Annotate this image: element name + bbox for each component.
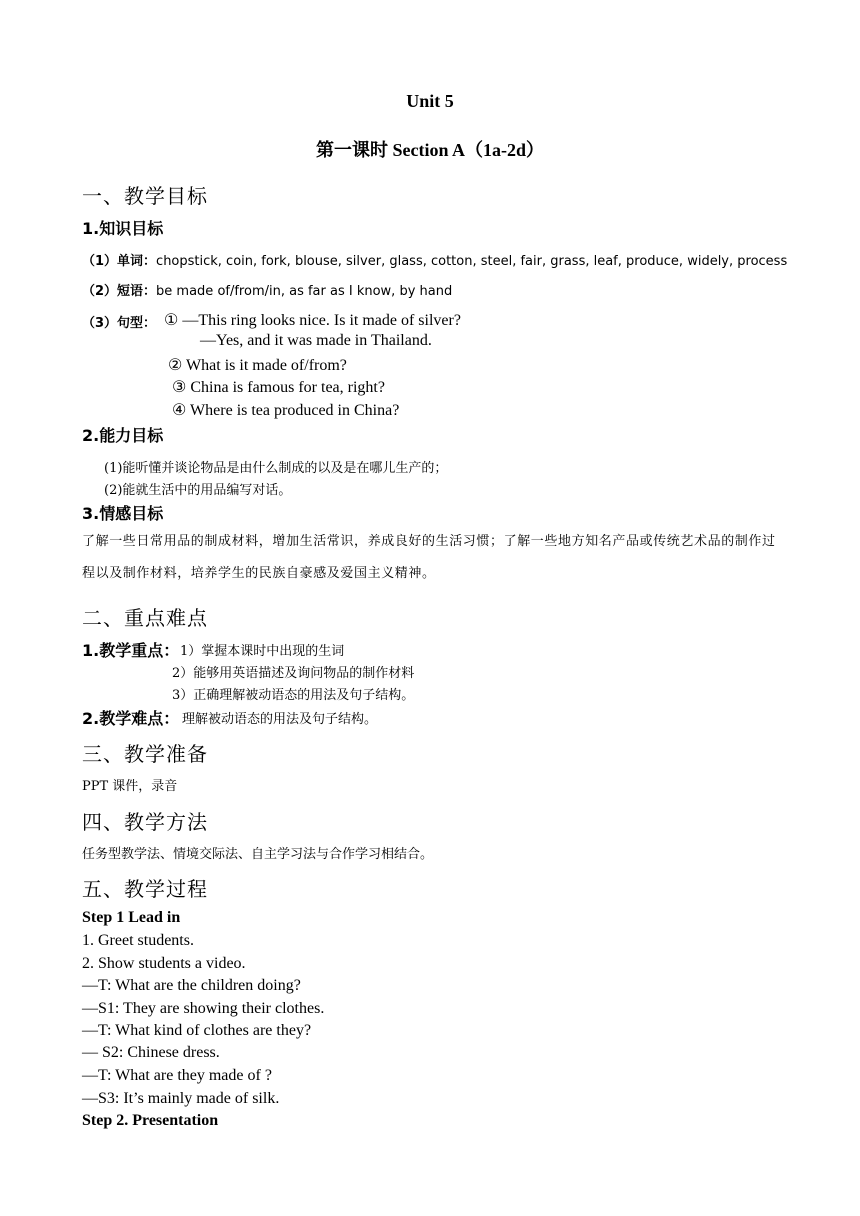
sentence-4: ④ Where is tea produced in China?: [172, 402, 400, 419]
step1-line-3: —T: What are the children doing?: [82, 977, 301, 994]
section-heading-preparation: 三、教学准备: [82, 742, 208, 766]
preparation-text: PPT 课件，录音: [82, 779, 178, 794]
lesson-title: 第一课时 Section A（1a-2d）: [315, 140, 544, 160]
emotion-heading: 3.情感目标: [82, 504, 164, 523]
step1-line-6: — S2: Chinese dress.: [82, 1044, 220, 1061]
words-line: [82, 250, 787, 269]
sentences-label: （3）句型：: [82, 316, 157, 331]
focus-label: 1.教学重点：: [82, 641, 180, 660]
step1-line-1: 1. Greet students.: [82, 932, 194, 949]
sentence-3: ③ China is famous for tea, right?: [172, 379, 385, 396]
difficulty-text: 理解被动语态的用法及句子结构。: [182, 712, 378, 727]
focus-item-3: 3）正确理解被动语态的用法及句子结构。: [172, 688, 415, 703]
section-heading-key-points: 二、重点难点: [82, 606, 208, 630]
knowledge-heading: 1.知识目标: [82, 219, 164, 238]
methods-text: 任务型教学法、情境交际法、自主学习法与合作学习相结合。: [82, 847, 434, 862]
step1-title: Step 1 Lead in: [82, 909, 181, 926]
step1-line-5: —T: What kind of clothes are they?: [82, 1022, 312, 1039]
phrases-label: （2）短语：: [82, 284, 157, 299]
step1-line-7: —T: What are they made of ?: [82, 1067, 272, 1084]
ability-heading: 2.能力目标: [82, 426, 164, 445]
difficulty-label: 2.教学难点：: [82, 709, 180, 728]
section-heading-objectives: 一、教学目标: [82, 184, 208, 208]
words-list: chopstick, coin, fork, blouse, silver, glass, cotton, steel, fair, grass, leaf, produce, widely, process: [156, 254, 788, 269]
sentence-2: ② What is it made of/from?: [168, 357, 347, 374]
section-heading-methods: 四、教学方法: [82, 810, 208, 834]
sentence-1-reply: —Yes, and it was made in Thailand.: [200, 332, 432, 349]
emotion-text: 了解一些日常用品的制成材料，增加生活常识，养成良好的生活习惯；了解一些地方知名产品或传统艺术品的制作过程以及制作材料，培养学生的民族自豪感及爱国主义精神。: [82, 534, 776, 581]
words-label: （1）单词：: [82, 254, 157, 269]
focus-item-2: 2）能够用英语描述及询问物品的制作材料: [172, 666, 415, 681]
step1-line-2: 2. Show students a video.: [82, 955, 246, 972]
focus-item-1: 1）掌握本课时中出现的生词: [180, 644, 345, 659]
step1-line-4: —S1: They are showing their clothes.: [82, 1000, 325, 1017]
section-heading-process: 五、教学过程: [82, 877, 208, 901]
step2-title: Step 2. Presentation: [82, 1112, 219, 1129]
ability-item-1: (1)能听懂并谈论物品是由什么制成的以及是在哪儿生产的；: [104, 461, 448, 476]
phrases-line: [82, 280, 452, 299]
phrases-list: be made of/from/in, as far as I know, by hand: [156, 284, 453, 299]
sentence-1: ① —This ring looks nice. Is it made of silver?: [164, 312, 461, 329]
step1-line-8: —S3: It’s mainly made of silk.: [82, 1090, 280, 1107]
unit-title: Unit 5: [406, 91, 454, 111]
ability-item-2: (2)能就生活中的用品编写对话。: [104, 483, 292, 498]
